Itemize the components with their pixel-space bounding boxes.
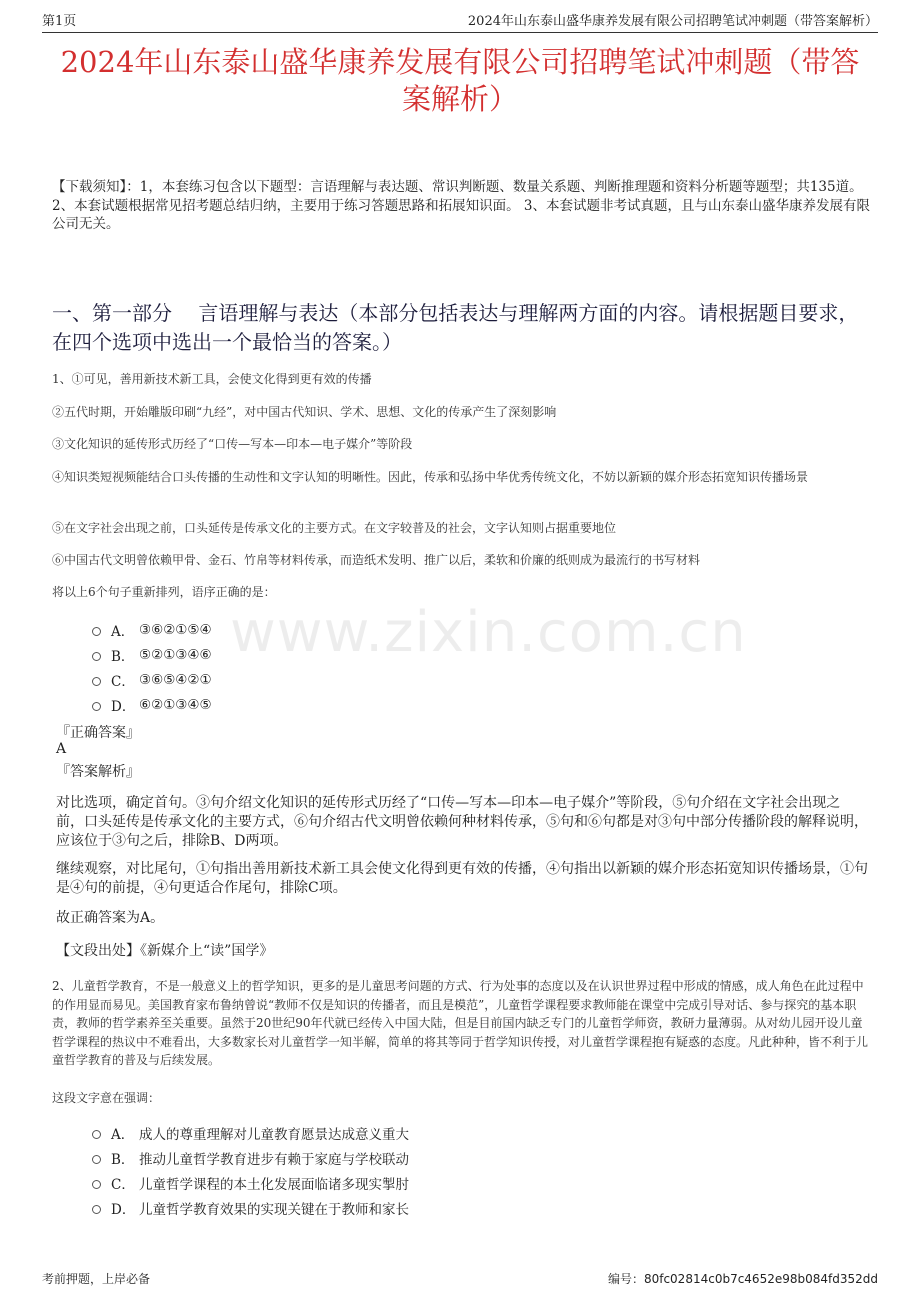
analysis-paragraph-2: 继续观察，对比尾句，①句指出善用新技术新工具会使文化得到更有效的传播，④句指出以新颖的媒介形态拓宽知识传播场景，①句是④句的前提，④句更适合作尾句，排除C项。 [56, 861, 868, 896]
option-text: ③⑥②①⑤④ [139, 622, 212, 638]
option-text: ⑤②①③④⑥ [139, 647, 212, 663]
option-text: ⑥②①③④⑤ [139, 697, 212, 713]
option-letter: C． [111, 674, 135, 690]
watermark: www.zixin.com.cn [230, 600, 747, 665]
answer-label: 『正确答案』 [56, 725, 140, 741]
q2-option-a[interactable] [92, 1123, 409, 1143]
analysis-label: 『答案解析』 [56, 764, 140, 780]
option-letter: D． [111, 699, 136, 715]
page-number: 第1页 [42, 14, 77, 29]
q1-sentence-1: 1、①可见，善用新技术新工具，会使文化得到更有效的传播 [52, 372, 372, 386]
q1-sentence-2: ②五代时期，开始雕版印刷“九经”，对中国古代知识、学术、思想、文化的传承产生了深刻影响 [52, 405, 557, 419]
q1-stem: 将以上6个句子重新排列，语序正确的是： [52, 585, 276, 599]
radio-icon[interactable] [92, 652, 101, 661]
radio-icon[interactable] [92, 627, 101, 636]
document-id: 编号：80fc02814c0b7c4652e98b084fd352dd [607, 1272, 878, 1286]
footer-slogan: 考前押题，上岸必备 [42, 1272, 151, 1286]
source-citation: 【文段出处】《新媒介上“读”国学》 [56, 943, 274, 959]
option-text: 儿童哲学课程的本土化发展面临诸多现实掣肘 [139, 1177, 409, 1193]
q2-passage: 2、儿童哲学教育，不是一般意义上的哲学知识，更多的是儿童思考问题的方式、行为处事的态度以及在认识世界过程中形成的情感，成人角色在此过程中的作用显而易见。美国教育家布鲁纳曾说“教师不仅是知识的传播者，而且是模范”，儿童哲学课程要求教师能在课堂中完成引导对话、参与探究的基本职责，教师的哲学素养至关重要。虽然于20世纪90年代就已经传入中国大陆，但是目前国内缺乏专门的儿童哲学师资，教研力量薄弱。从对幼儿园开设儿童哲学课程的热议中不难看出，大多数家长对儿童哲学一知半解，简单的将其等同于哲学知识传授，对儿童哲学课程抱有疑惑的态度。凡此种种，皆不利于儿童哲学教育的普及与后续发展。 [52, 979, 869, 1067]
radio-icon[interactable] [92, 1130, 101, 1139]
document-title-line-1: 2024年山东泰山盛华康养发展有限公司招聘笔试冲刺题（带答 [60, 45, 860, 79]
page-header [42, 10, 878, 33]
option-letter: A． [111, 1127, 135, 1143]
section-heading: 一、第一部分 言语理解与表达（本部分包括表达与理解两方面的内容。请根据题目要求，在四个选项中选出一个最恰当的答案。） [52, 301, 859, 354]
radio-icon[interactable] [92, 677, 101, 686]
radio-icon[interactable] [92, 702, 101, 711]
q2-option-b[interactable] [92, 1148, 409, 1168]
q2-option-c[interactable] [92, 1173, 409, 1193]
option-letter: D． [111, 1202, 136, 1218]
analysis-paragraph-1: 对比选项，确定首句。③句介绍文化知识的延传形式历经了“口传—写本—印本—电子媒介”等阶段，⑤句介绍在文字社会出现之前，口头延传是传承文化的主要方式，⑥句介绍古代文明曾依赖何种材料传承，⑤句和⑥句都是对③句中部分传播阶段的解释说明，应该位于③句之后，排除B、D两项。 [56, 795, 868, 849]
q1-sentence-4: ④知识类短视频能结合口头传播的生动性和文字认知的明晰性。因此，传承和弘扬中华优秀传统文化，不妨以新颖的媒介形态拓宽知识传播场景 [52, 470, 809, 484]
radio-icon[interactable] [92, 1205, 101, 1214]
radio-icon[interactable] [92, 1155, 101, 1164]
analysis-paragraph-3: 故正确答案为A。 [56, 910, 165, 926]
q1-option-c[interactable] [92, 670, 212, 690]
q1-sentence-3: ③文化知识的延传形式历经了“口传—写本—印本—电子媒介”等阶段 [52, 437, 413, 451]
option-text: 儿童哲学教育效果的实现关键在于教师和家长 [139, 1202, 409, 1218]
option-letter: A． [111, 624, 135, 640]
q1-option-a[interactable] [92, 620, 212, 640]
option-text: 推动儿童哲学教育进步有赖于家庭与学校联动 [139, 1152, 409, 1168]
q1-option-d[interactable] [92, 695, 212, 715]
answer-value: A [56, 741, 67, 757]
q2-stem: 这段文字意在强调： [52, 1091, 161, 1105]
document-title-line-2: 案解析） [401, 82, 518, 116]
option-text: ③⑥⑤④②① [139, 672, 212, 688]
document-title [40, 44, 880, 118]
download-notice: 【下载须知】：1，本套练习包含以下题型：言语理解与表达题、常识判断题、数量关系题、判断推理题和资料分析题等题型；共135道。 2、本套试题根据常见招考题总结归纳，主要用于练习答题思路和拓展知识面。 3、本套试题非考试真题，且与山东泰山盛华康养发展有限公司无关。 [52, 179, 870, 232]
option-text: 成人的尊重理解对儿童教育愿景达成意义重大 [139, 1127, 409, 1143]
option-letter: B． [111, 1152, 135, 1168]
q1-option-b[interactable] [92, 645, 212, 665]
option-letter: B． [111, 649, 135, 665]
header-doc-title: 2024年山东泰山盛华康养发展有限公司招聘笔试冲刺题（带答案解析） [467, 14, 878, 29]
q1-sentence-6: ⑥中国古代文明曾依赖甲骨、金石、竹帛等材料传承，而造纸术发明、推广以后，柔软和价廉的纸则成为最流行的书写材料 [52, 553, 701, 567]
q1-sentence-5: ⑤在文字社会出现之前，口头延传是传承文化的主要方式。在文字较普及的社会，文字认知则占据重要地位 [52, 521, 617, 535]
page-footer [42, 1270, 878, 1286]
option-letter: C． [111, 1177, 135, 1193]
radio-icon[interactable] [92, 1180, 101, 1189]
q2-option-d[interactable] [92, 1198, 409, 1218]
